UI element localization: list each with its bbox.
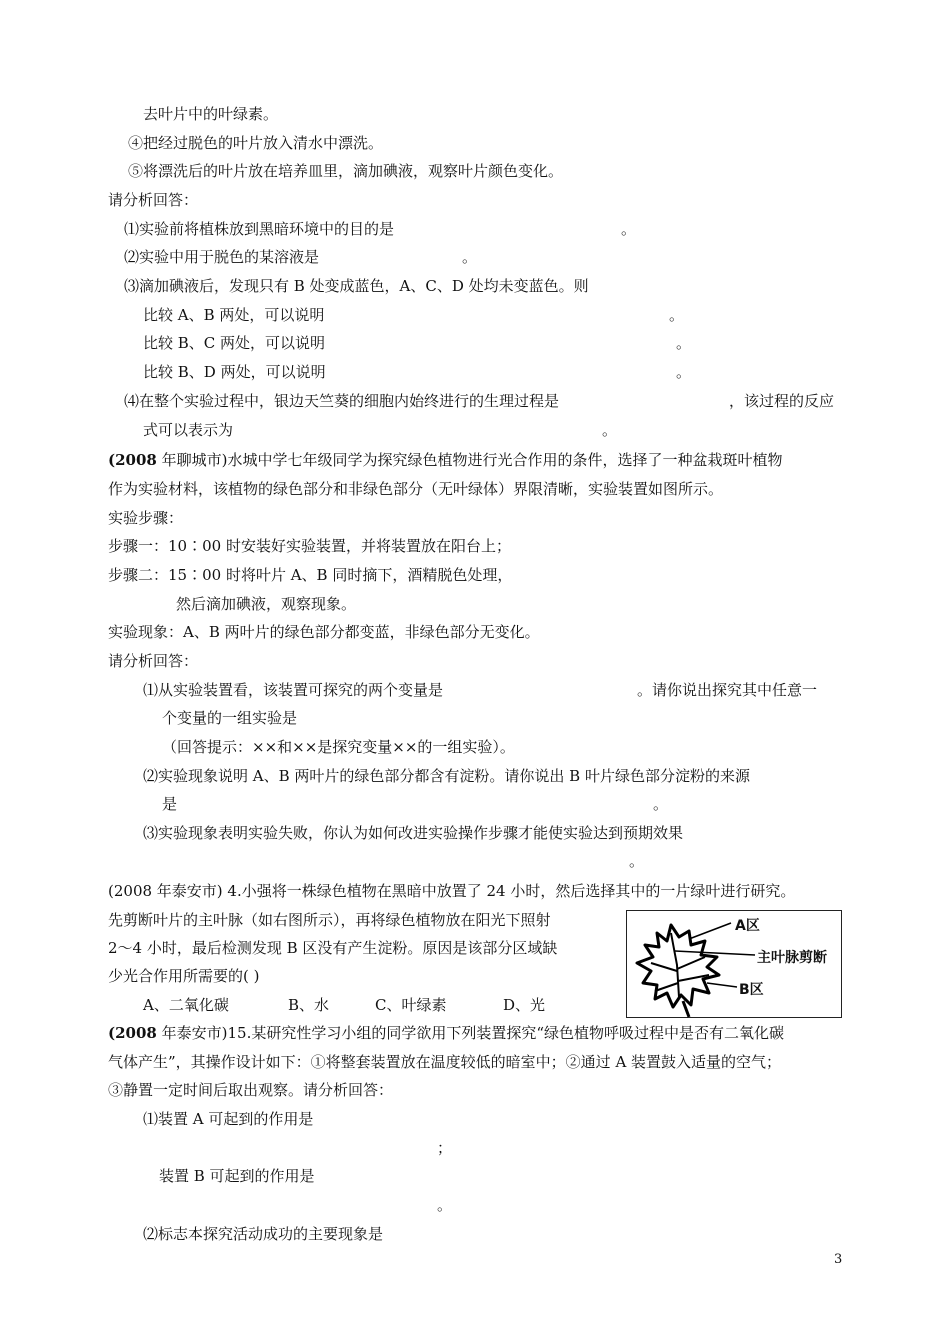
question-heading: [108, 450, 782, 470]
text-line: 少光合作用所需要的( ): [108, 967, 260, 985]
question-2: ⑵实验现象说明 A、B 两叶片的绿色部分都含有淀粉。请你说出 B 叶片绿色部分淀粉的来源: [143, 767, 750, 785]
question-1: ⑴从实验装置看，该装置可探究的两个变量是: [143, 681, 444, 699]
text-line: ③静置一定时间后取出观察。请分析回答：: [108, 1081, 394, 1099]
text-line: 步骤一：10∶00 时安装好实验装置，并将装置放在阳台上；: [108, 537, 511, 555]
blank-end: 。: [437, 1196, 453, 1214]
question-3: ⑶实验现象表明实验失败，你认为如何改进实验操作步骤才能使实验达到预期效果: [143, 824, 684, 842]
text-line: 实验步骤：: [108, 509, 184, 527]
text-line: 比较 B、D 两处，可以说明: [143, 363, 326, 381]
text-line: 步骤二：15∶00 时将叶片 A、B 同时摘下，酒精脱色处理，: [108, 566, 513, 584]
page-number: 3: [834, 1252, 843, 1267]
leaf-figure: [626, 910, 842, 1018]
text-line: 2～4 小时，最后检测发现 B 区没有产生淀粉。原因是该部分区域缺: [108, 939, 558, 957]
year-label: (2008: [108, 1024, 157, 1042]
text-line: 比较 A、B 两处，可以说明: [143, 306, 325, 324]
text-line: ，该过程的反应: [729, 392, 835, 410]
blank-end: 。: [676, 334, 692, 352]
blank-end: 。: [462, 248, 478, 266]
text-line: 然后滴加碘液，观察现象。: [176, 595, 357, 613]
text-line: ④把经过脱色的叶片放入清水中漂洗。: [128, 134, 384, 152]
text-line: 个变量的一组实验是: [162, 709, 298, 727]
text-line: ⑤将漂洗后的叶片放在培养皿里，滴加碘液，观察叶片颜色变化。: [128, 162, 564, 180]
question-4: ⑷在整个实验过程中，银边天竺葵的细胞内始终进行的生理过程是: [124, 392, 560, 410]
heading-text: 年泰安市)15.某研究性学习小组的同学欲用下列装置探究“绿色植物呼吸过程中是否有二氧化碳: [156, 1024, 785, 1042]
blank-end: 。: [621, 220, 637, 238]
question-3: ⑶滴加碘液后，发现只有 B 处变成蓝色，A、C、D 处均未变蓝色。则: [124, 277, 589, 295]
text-line: 是: [162, 795, 178, 813]
blank-end: 。: [653, 795, 669, 813]
option-a: A、二氧化碳: [143, 996, 229, 1014]
text-line: 请分析回答：: [108, 191, 199, 209]
question-heading: [108, 1023, 784, 1043]
text-line: 气体产生”，其操作设计如下：①将整套装置放在温度较低的暗室中；②通过 A 装置鼓入适量的空气；: [108, 1053, 782, 1071]
blank-end: ；: [437, 1139, 453, 1157]
label-main-vein: 主叶脉剪断: [757, 950, 827, 966]
blank-end: 。: [629, 852, 645, 870]
question-2: ⑵标志本探究活动成功的主要现象是: [143, 1225, 384, 1243]
question-1: ⑴实验前将植株放到黑暗环境中的目的是: [124, 220, 395, 238]
year-label: (2008: [108, 451, 157, 469]
heading-text: 年聊城市)水城中学七年级同学为探究绿色植物进行光合作用的条件，选择了一种盆栽斑叶植物: [156, 451, 783, 469]
text-line: 装置 B 可起到的作用是: [159, 1167, 315, 1185]
hint-line: （回答提示：××和××是探究变量××的一组实验）。: [162, 738, 515, 756]
option-b: B、水: [288, 996, 330, 1014]
text-line: 先剪断叶片的主叶脉（如右图所示），再将绿色植物放在阳光下照射: [108, 911, 551, 929]
option-c: C、叶绿素: [375, 996, 447, 1014]
text-line: 式可以表示为: [143, 421, 234, 439]
question-heading: (2008 年泰安市) 4.小强将一株绿色植物在黑暗中放置了 24 小时，然后选择其中的一片绿叶进行研究。: [108, 882, 796, 900]
option-d: D、光: [503, 996, 546, 1014]
question-1: ⑴装置 A 可起到的作用是: [143, 1110, 314, 1128]
text-line: 作为实验材料，该植物的绿色部分和非绿色部分（无叶绿体）界限清晰，实验装置如图所示。: [108, 480, 724, 498]
question-2: ⑵实验中用于脱色的某溶液是: [124, 248, 320, 266]
text-line: 比较 B、C 两处，可以说明: [143, 334, 326, 352]
label-a-zone: A区: [735, 918, 760, 934]
blank-end: 。: [602, 421, 618, 439]
text-line: 。请你说出探究其中任意一: [637, 681, 818, 699]
label-b-zone: B区: [739, 982, 764, 998]
blank-end: 。: [669, 306, 685, 324]
text-line: 去叶片中的叶绿素。: [143, 105, 279, 123]
text-line: 请分析回答：: [108, 652, 199, 670]
text-line: 实验现象：A、B 两叶片的绿色部分都变蓝，非绿色部分无变化。: [108, 623, 540, 641]
blank-end: 。: [676, 363, 692, 381]
